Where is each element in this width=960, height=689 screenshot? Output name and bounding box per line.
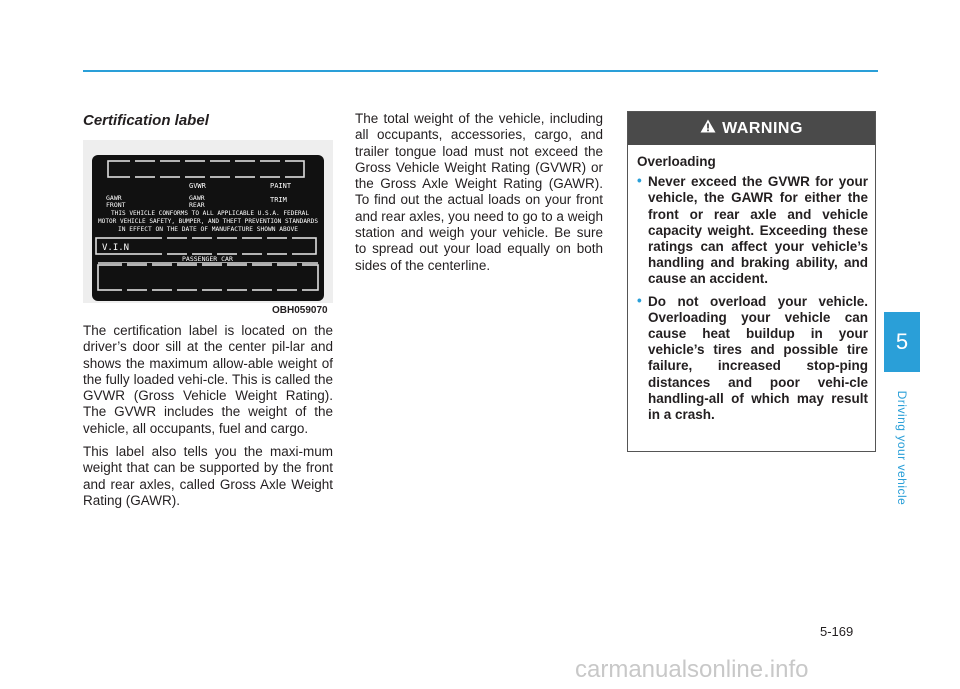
label-conform-line-3: IN EFFECT ON THE DATE OF MANUFACTURE SHOWN ABOVE: [118, 226, 299, 233]
label-conform-line-1: THIS VEHICLE CONFORMS TO ALL APPLICABLE U.S.A. FEDERAL: [111, 210, 310, 217]
bullet-dot-icon: •: [637, 292, 642, 308]
warning-header: [628, 112, 875, 145]
middle-column: [355, 111, 603, 281]
image-code: OBH059070: [272, 305, 328, 316]
warning-heading: Overloading: [637, 154, 716, 169]
warning-list: [637, 174, 868, 423]
paragraph: The certification label is located on the driver’s door sill at the center pil-lar and shows the maximum allow-able weight of the fully loaded vehi-cle. This is called the GVWR (Gross Vehicle Weight Rating). The GVWR includes the weight of the vehicle, all occupants, fuel and cargo.: [83, 323, 333, 436]
label-gawr-rear-2: REAR: [189, 201, 205, 209]
chapter-name: [893, 390, 911, 505]
label-trim: TRIM: [270, 196, 287, 204]
warning-body: [628, 145, 875, 423]
label-gawr-rear-1: GAWR: [189, 194, 205, 202]
warning-item: [637, 294, 868, 424]
label-conform-line-2: MOTOR VEHICLE SAFETY, BUMPER, AND THEFT PREVENTION STANDARDS: [98, 218, 319, 225]
warning-item-text: Never exceed the GVWR for your vehicle, the GAWR for either the front or rear axle and vehicle capacity weight. Exceeding these ratings can affect your vehicle’s handling and braking ability, and cause an accident.: [648, 174, 868, 287]
label-gawr-front-1: GAWR: [106, 194, 122, 202]
label-gawr-front-2: FRONT: [106, 201, 126, 209]
page-number: 5-169: [820, 624, 854, 639]
label-plate: [92, 155, 324, 301]
watermark: carmanualsonline.info: [575, 656, 809, 683]
certification-label-image: [83, 140, 333, 303]
bullet-dot-icon: •: [637, 173, 642, 189]
warning-item: [637, 174, 868, 287]
warning-title: WARNING: [722, 119, 803, 137]
left-column: [83, 323, 333, 516]
warning-triangle-icon: [700, 119, 716, 138]
warning-box: [627, 111, 876, 452]
paragraph: This label also tells you the maxi-mum weight that can be supported by the front and rear axles, called Gross Axle Weight Rating (GAWR).: [83, 444, 333, 508]
chapter-name-text: Driving your vehicle: [895, 390, 909, 505]
label-paint: PAINT: [270, 182, 292, 190]
label-passenger-car: PASSENGER CAR: [182, 255, 233, 263]
top-rule: [83, 70, 878, 72]
paragraph: The total weight of the vehicle, including all occupants, accessories, cargo, and trailer tongue load must not exceed the Gross Vehicle Weight Rating (GVWR) or the Gross Axle Weight Rating (GAWR). To find out the actual loads on your front and rear axles, you need to go to a weigh station and weigh your vehicle. Be sure to spread out your load equally on both sides of the centerline.: [355, 111, 603, 273]
chapter-tab: 5: [884, 312, 920, 372]
label-gvwr: GVWR: [189, 182, 206, 190]
section-title: Certification label: [83, 112, 209, 129]
label-vin: V.I.N: [102, 243, 130, 253]
warning-item-text: Do not overload your vehicle. Overloading your vehicle can cause heat buildup in your vehicle’s tires and possible tire failure, increased stop-ping distances and poor vehi-cle handling-all of which may result in a crash.: [648, 293, 868, 423]
